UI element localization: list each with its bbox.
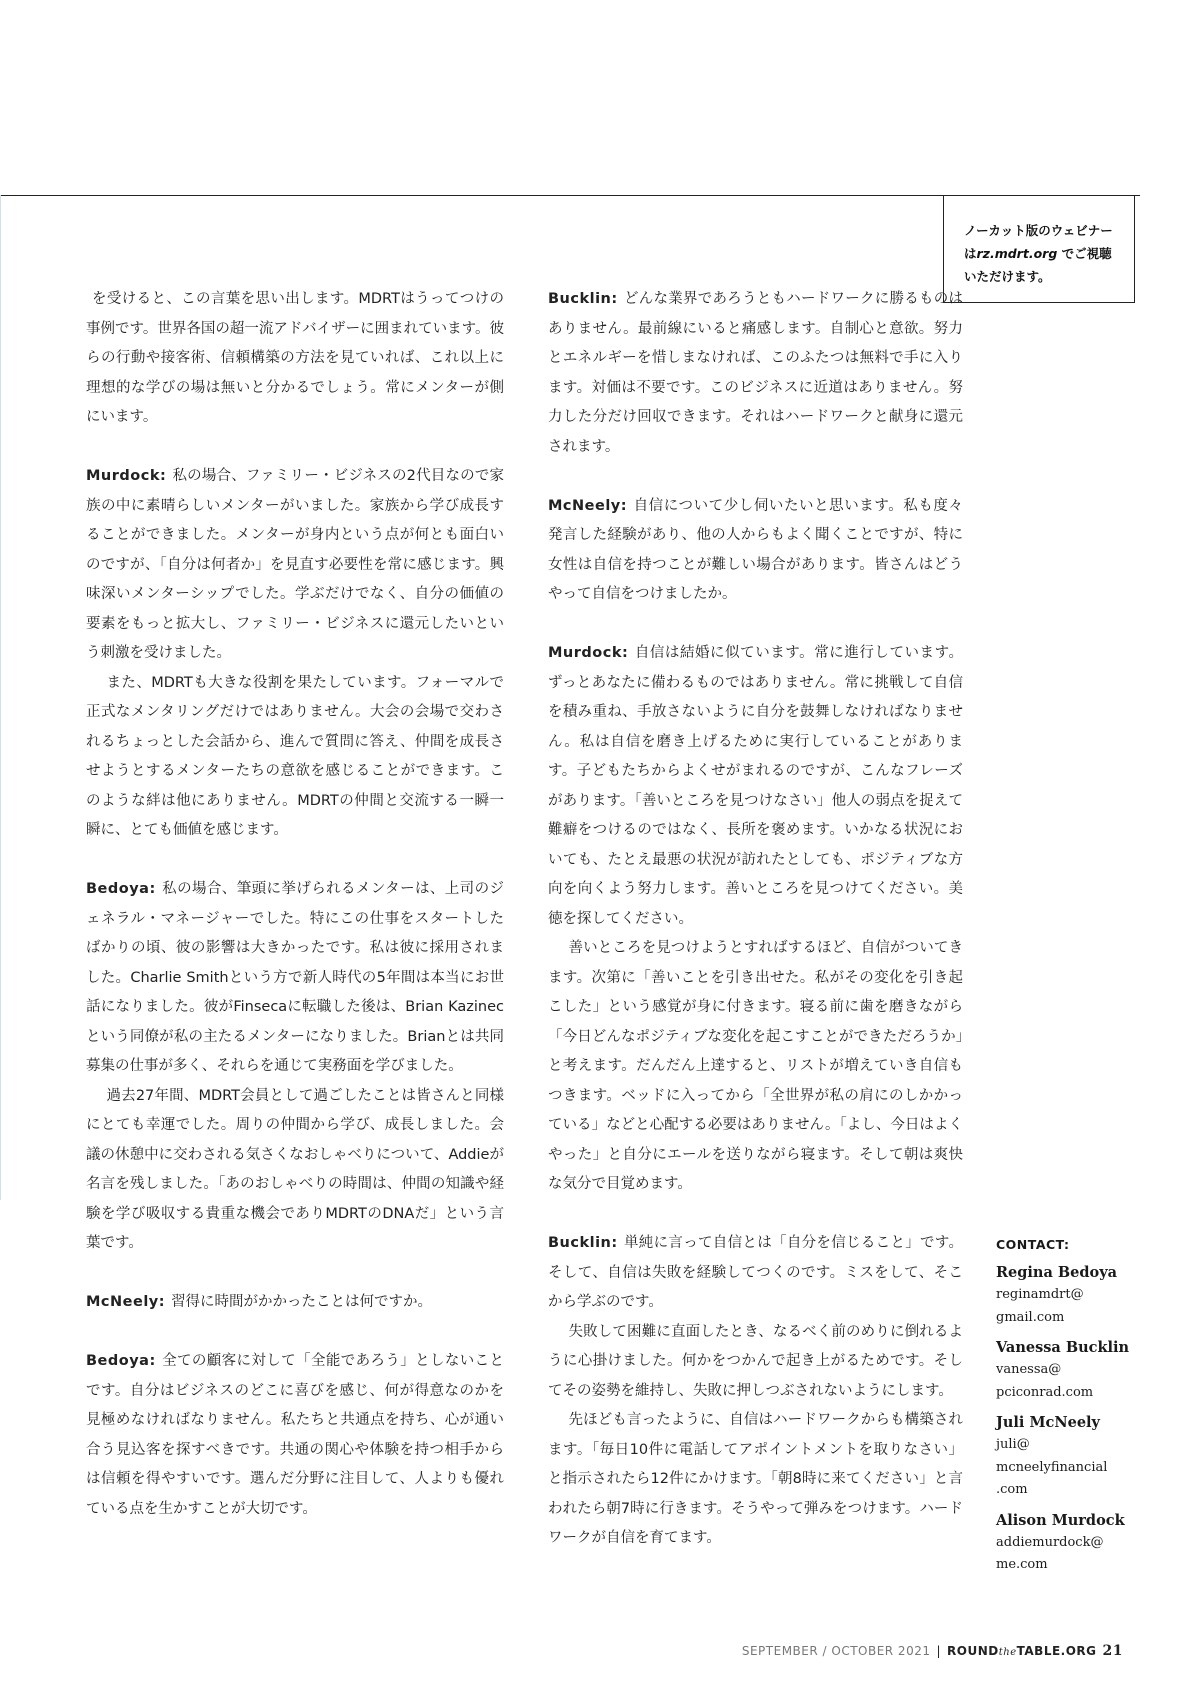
paragraph-text: 自信について少し伺いたいと思います。私も度々発言した経験があり、他の人からもよく聞くことですが、特に女性は自信を持つことが難しい場合があります。皆さんはどうやって自信をつけましたか。 (548, 497, 963, 602)
paragraph (86, 875, 504, 1082)
contact-email[interactable] (996, 1359, 1146, 1404)
webinar-callout (943, 195, 1135, 303)
callout-url[interactable]: rz.mdrt.org (976, 246, 1058, 261)
left-column (86, 285, 504, 1554)
pub-table: TABLE.ORG (1016, 1644, 1097, 1658)
email-line: juli@ (996, 1437, 1030, 1452)
paragraph-text: また、MDRTも大きな役割を果たしています。フォーマルで正式なメンタリングだけではありません。大会の会場で交わされるちょっとした会話から、進んで質問に答え、仲間を成長させようとするメンターたちの意欲を感じることができます。このような絆は他にありません。MDRTの仲間と交流する一瞬一瞬に、とても価値を感じます。 (86, 674, 504, 838)
speaker-name: Bedoya: (86, 1353, 156, 1369)
speaker-name: Bedoya: (86, 881, 156, 897)
contact-name: Regina Bedoya (996, 1264, 1118, 1281)
email-line: me.com (996, 1557, 1048, 1572)
email-line: reginamdrt@ (996, 1287, 1084, 1302)
email-line: vanessa@ (996, 1362, 1062, 1377)
paragraph (86, 462, 504, 669)
paragraph-text: 過去27年間、MDRT会員として過ごしたことは皆さんと同様にとても幸運でした。周りの仲間から学び、成長しました。会議の休憩中に交わされる気さくなおしゃべりについて、Addieが名言を残しました。「あのおしゃべりの時間は、仲間の知識や経験を学び吸収する貴重な機会でありMDRTのDNAだ」という言葉です。 (86, 1087, 504, 1251)
speaker-name: McNeely: (548, 497, 628, 514)
paragraph-text: 私の場合、筆頭に挙げられるメンターは、上司のジェネラル・マネージャーでした。特にこの仕事をスタートしたばかりの頃、彼の影響は大きかったです。私は彼に採用されました。Charlie Smithという方で新人時代の5年間は本当にお世話になりました。彼がFinsecaに転職した後は、Brian Kazinecという同僚が私の主たるメンターになりました。Brianとは共同募集の仕事が多く、それらを通じて実務面を学びました。 (86, 881, 504, 1074)
paragraph (548, 934, 963, 1200)
paragraph-text: 失敗して困難に直面したとき、なるべく前のめりに倒れるように心掛けました。何かをつかんで起き上がるためです。そしてその姿勢を維持し、失敗に押しつぶされないようにします。 (548, 1323, 963, 1399)
paragraph (86, 669, 504, 846)
contact-email[interactable] (996, 1284, 1146, 1329)
paragraph-text: 習得に時間がかかったことは何ですか。 (171, 1294, 433, 1310)
page-number: 21 (1102, 1643, 1123, 1659)
paragraph-text: を受けると、この言葉を思い出します。MDRTはうってつけの事例です。世界各国の超一流アドバイザーに囲まれています。彼らの行動や接客術、信頼構築の方法を見ていれば、これ以上に理想的な学びの場は無いと分かるでしょう。常にメンターが側にいます。 (86, 291, 504, 425)
email-line: mcneelyfinancial (996, 1459, 1108, 1475)
page-footer (742, 1643, 1123, 1659)
paragraph (86, 1288, 504, 1318)
paragraph (548, 492, 963, 610)
callout-text: ノーカット版のウェビナーは (964, 223, 1113, 261)
speaker-name: Bucklin: (548, 291, 618, 307)
paragraph-text: 単純に言って自信とは「自分を信じること」です。そして、自信は失敗を経験してつくのです。ミスをして、そこから学ぶのです。 (548, 1235, 963, 1310)
callout-text-end: でご視聴いただけます。 (964, 246, 1112, 284)
contact-entry (996, 1262, 1146, 1329)
paragraph (548, 1318, 963, 1407)
paragraph-text: どんな業界であろうともハードワークに勝るものはありません。最前線にいると痛感します。自制心と意欲。努力とエネルギーを惜しまなければ、このふたつは無料で手に入ります。対価は不要です。このビジネスに近道はありません。努力した分だけ回収できます。それはハードワークと献身に還元されます。 (548, 291, 963, 455)
footer-separator: | (936, 1644, 942, 1658)
paragraph (548, 639, 963, 934)
paragraph (86, 285, 504, 433)
paragraph (548, 1229, 963, 1318)
paragraph (548, 1406, 963, 1554)
paragraph (548, 285, 963, 462)
contact-name: Juli McNeely (996, 1414, 1100, 1431)
speaker-name: Murdock: (548, 645, 629, 661)
email-line: gmail.com (996, 1309, 1065, 1325)
email-line: addiemurdock@ (996, 1534, 1104, 1550)
contact-email[interactable] (996, 1434, 1146, 1502)
publication-name[interactable] (947, 1644, 1096, 1658)
contact-entry (996, 1337, 1146, 1404)
paragraph-text: 全ての顧客に対して「全能であろう」としないことです。自分はビジネスのどこに喜びを感じ、何が得意なのかを見極めなければなりません。私たちと共通点を持ち、心が通い合う見込客を探すべきです。共通の関心や体験を持つ相手からは信頼を得やすいです。選んだ分野に注目して、人よりも優れている点を生かすことが大切です。 (86, 1353, 504, 1517)
paragraph (86, 1082, 504, 1259)
paragraph-text: 自信は結婚に似ています。常に進行しています。ずっとあなたに備わるものではありません。常に挑戦して自信を積み重ね、手放さないように自分を鼓舞しなければなりません。私は自信を磨き上げるために実行していることがあります。子どもたちからよくせがまれるのですが、こんなフレーズがあります。「善いところを見つけなさい」他人の弱点を捉えて難癖をつけるのではなく、長所を褒めます。いかなる状況においても、たとえ最悪の状況が訪れたとしても、ポジティブな方向を向くよう努力します。善いところを見つけてください。美徳を探してください。 (548, 645, 963, 927)
issue-date: SEPTEMBER / OCTOBER 2021 (741, 1644, 931, 1658)
middle-column (548, 285, 963, 1583)
contact-title: CONTACT: (996, 1237, 1070, 1252)
paragraph-text: 先ほども言ったように、自信はハードワークからも構築されます。「毎日10件に電話してアポイントメントを取りなさい」と指示されたら12件にかけます。「朝8時に来てください」と言われたら朝7時に行きます。そうやって弾みをつけます。ハードワークが自信を育てます。 (548, 1412, 963, 1546)
email-line: pciconrad.com (996, 1384, 1094, 1400)
pub-the: the (998, 1647, 1017, 1658)
paragraph-text: 私の場合、ファミリー・ビジネスの2代目なので家族の中に素晴らしいメンターがいました。家族から学び成長することができました。メンターが身内という点が何とも面白いのですが、「自分は何者か」を見直す必要性を常に感じます。興味深いメンターシップでした。学ぶだけでなく、自分の価値の要素をもっと拡大し、ファミリー・ビジネスに還元したいという刺激を受けました。 (86, 468, 504, 661)
speaker-name: Murdock: (86, 468, 167, 484)
contact-entry (996, 1510, 1146, 1577)
email-line: .com (996, 1482, 1028, 1497)
contact-entry (996, 1412, 1146, 1502)
left-margin-rule (0, 195, 1, 1200)
contact-sidebar (996, 1237, 1146, 1585)
paragraph (86, 1347, 504, 1524)
contact-name: Vanessa Bucklin (996, 1339, 1130, 1356)
paragraph-text: 善いところを見つけようとすればするほど、自信がついてきます。次第に「善いことを引き出せた。私がその変化を引き起こした」という感覚が身に付きます。寝る前に歯を磨きながら「今日どんなポジティブな変化を起こすことができただろうか」と考えます。だんだん上達すると、リストが増えていき自信もつきます。ベッドに入ってから「全世界が私の肩にのしかかっている」などと心配する必要はありません。「よし、今日はよくやった」と自分にエールを送りながら寝ます。そして朝は爽快な気分で目覚めます。 (548, 940, 963, 1192)
contact-email[interactable] (996, 1532, 1146, 1577)
contact-name: Alison Murdock (996, 1511, 1125, 1529)
pub-round: ROUND (947, 1644, 999, 1658)
speaker-name: Bucklin: (548, 1235, 618, 1251)
speaker-name: McNeely: (86, 1294, 166, 1310)
